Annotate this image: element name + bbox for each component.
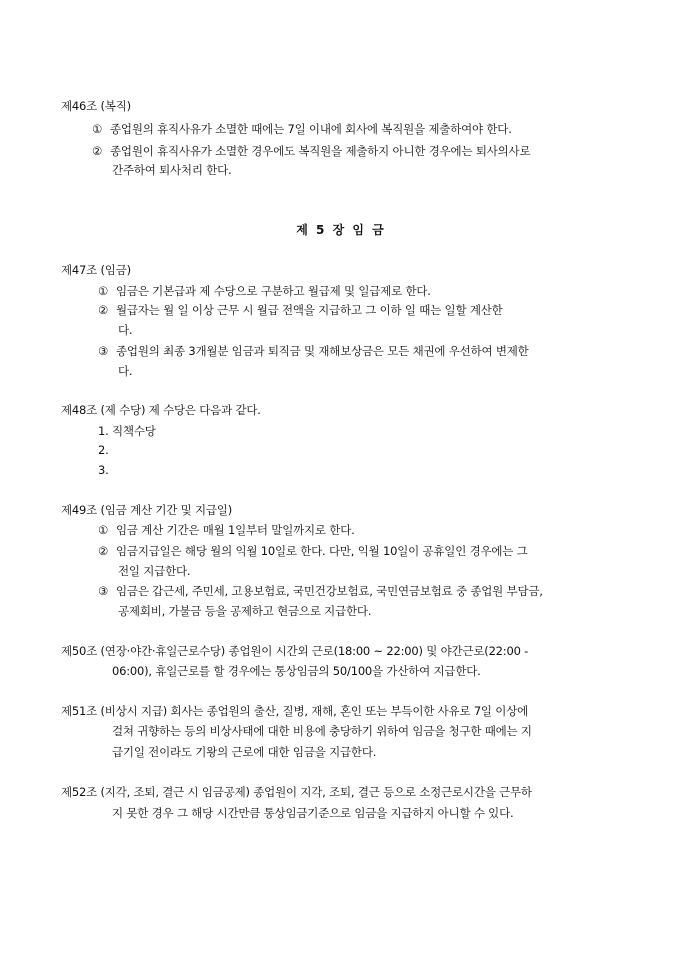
article-46-item-2 (92, 143, 530, 159)
chapter-title: 제 5 장 임 금 (296, 223, 384, 237)
article-49-heading: 제49조 (임금 계산 기간 및 지급일) (61, 503, 232, 517)
item-number: ① (92, 122, 103, 136)
item-text: 임금 계산 기간은 매월 1일부터 말일까지로 한다. (116, 523, 355, 537)
article-52-line-2: 지 못한 경우 그 해당 시간만큼 통상임금기준으로 임금을 지급하지 아니할 수 있다. (112, 806, 514, 820)
article-49-item-2 (98, 543, 528, 559)
item-number: ② (98, 544, 109, 558)
article-47-item-1 (98, 283, 431, 299)
item-text: 종업원의 휴직사유가 소멸한 때에는 7일 이내에 회사에 복직원을 제출하여야 한다. (110, 122, 512, 136)
item-text: 임금지급일은 해당 월의 익월 10일로 한다. 다만, 익월 10일이 공휴일인 경우에는 그 (116, 544, 528, 558)
article-49-item-2-continuation: 전일 지급한다. (118, 564, 191, 578)
item-text: 월급자는 월 일 이상 근무 시 월급 전액을 지급하고 그 이하 일 때는 일할 계산한 (116, 303, 503, 317)
article-51-line-3: 급기일 전이라도 기왕의 근로에 대한 임금을 지급한다. (112, 745, 377, 759)
item-text: 종업원의 최종 3개월분 임금과 퇴직금 및 재해보상금은 모든 채권에 우선하여 변제한 (116, 344, 529, 358)
article-49-item-1 (98, 522, 355, 538)
article-50-line-2: 06:00), 휴일근로를 할 경우에는 통상임금의 50/100을 가산하여 지급한다. (112, 664, 481, 678)
item-number: ③ (98, 584, 109, 598)
article-51-line-1: 제51조 (비상시 지급) 회사는 종업원의 출산, 질병, 재해, 혼인 또는 부득이한 사유로 7일 이상에 (61, 704, 529, 718)
item-number: ① (98, 523, 109, 537)
article-52-line-1: 제52조 (지각, 조퇴, 결근 시 임금공제) 종업원이 지각, 조퇴, 결근 등으로 소정근로시간을 근무하 (61, 785, 532, 799)
item-number: ② (98, 303, 109, 317)
article-47-item-2-continuation: 다. (118, 323, 133, 337)
article-48-heading: 제48조 (제 수당) 제 수당은 다음과 같다. (61, 403, 261, 417)
article-47-item-3 (98, 343, 529, 359)
article-49-item-3 (98, 583, 543, 599)
article-47-item-2 (98, 302, 503, 318)
article-47-item-3-continuation: 다. (118, 364, 133, 378)
article-48-item-1: 1. 직책수당 (98, 424, 156, 438)
item-text: 임금은 기본급과 제 수당으로 구분하고 월급제 및 일급제로 한다. (116, 284, 431, 298)
article-46-item-1 (92, 121, 512, 137)
article-51-line-2: 걸쳐 귀향하는 등의 비상사태에 대한 비용에 충당하기 위하여 임금을 청구한 때에는 지 (112, 724, 532, 738)
article-50-line-1: 제50조 (연장·야간·휴일근로수당) 종업원이 시간외 근로(18:00 ~ 22:00) 및 야간근로(22:00 - (61, 644, 529, 658)
article-48-item-3: 3. (98, 463, 109, 477)
item-text: 종업원이 휴직사유가 소멸한 경우에도 복직원을 제출하지 아니한 경우에는 퇴사의사로 (110, 144, 531, 158)
article-49-item-3-continuation: 공제회비, 가불금 등을 공제하고 현금으로 지급한다. (118, 604, 372, 618)
article-46-heading: 제46조 (복직) (61, 99, 131, 113)
article-46-item-2-continuation: 간주하여 퇴사처리 한다. (112, 163, 232, 177)
article-48-item-2: 2. (98, 443, 109, 457)
item-number: ③ (98, 344, 109, 358)
item-text: 임금은 갑근세, 주민세, 고용보험료, 국민건강보험료, 국민연금보험료 중 종업원 부담금, (116, 584, 543, 598)
item-number: ① (98, 284, 109, 298)
item-number: ② (92, 144, 103, 158)
article-47-heading: 제47조 (임금) (61, 263, 131, 277)
